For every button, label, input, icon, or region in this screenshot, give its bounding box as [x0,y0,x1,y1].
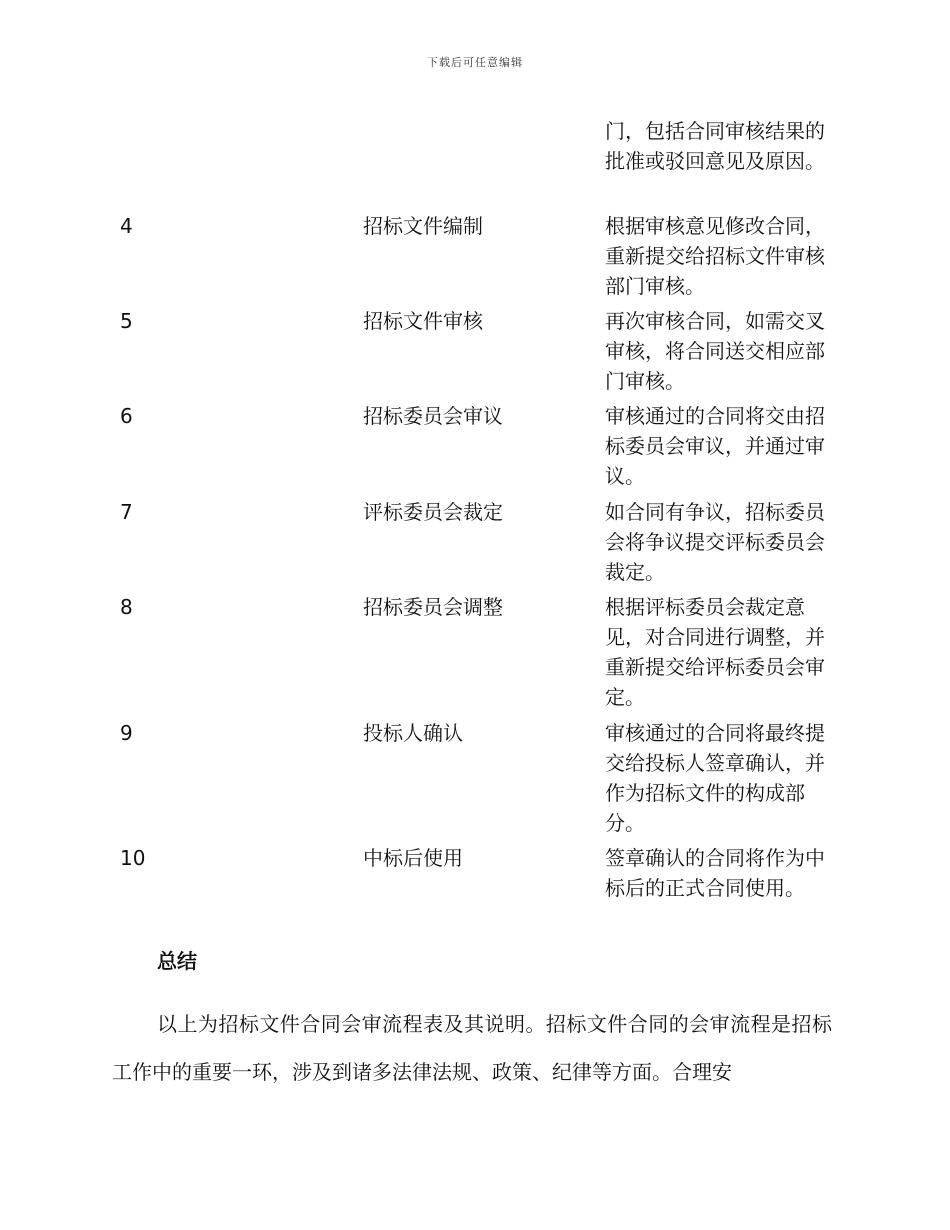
step-name: 招标委员会审议 [363,404,503,428]
step-description: 如合同有争议，招标委员会将争议提交评标委员会裁定。 [605,500,825,584]
step-number: 8 [120,595,133,619]
step-number: 6 [120,404,133,428]
step-description: 审核通过的合同将最终提交给投标人签章确认，并作为招标文件的构成部分。 [605,721,825,835]
summary-heading: 总结 [157,949,197,973]
step-description: 签章确认的合同将作为中标后的正式合同使用。 [605,846,825,900]
step-description: 审核通过的合同将交由招标委员会审议，并通过审议。 [605,404,825,488]
step-description: 再次审核合同，如需交叉审核，将合同送交相应部门审核。 [605,309,825,393]
step-description: 根据审核意见修改合同，重新提交给招标文件审核部门审核。 [605,214,825,298]
page-header-note: 下载后可任意编辑 [427,56,523,69]
step-name: 中标后使用 [363,846,463,870]
step-number: 7 [120,500,133,524]
step-name: 招标文件审核 [363,309,483,333]
step-number: 10 [120,846,146,870]
step-number: 4 [120,214,133,238]
step-name: 招标委员会调整 [363,595,503,619]
step-number: 5 [120,309,133,333]
step-name: 评标委员会裁定 [363,500,503,524]
step-number: 9 [120,721,133,745]
step-description: 门，包括合同审核结果的批准或驳回意见及原因。 [605,119,825,173]
summary-paragraph: 以上为招标文件合同会审流程表及其说明。招标文件合同的会审流程是招标工作中的重要一环，涉及到诸多法律法规、政策、纪律等方面。合理安 [112,1012,832,1084]
step-name: 招标文件编制 [363,214,483,238]
step-description: 根据评标委员会裁定意见，对合同进行调整，并重新提交给评标委员会审定。 [605,595,825,709]
step-name: 投标人确认 [363,721,463,745]
